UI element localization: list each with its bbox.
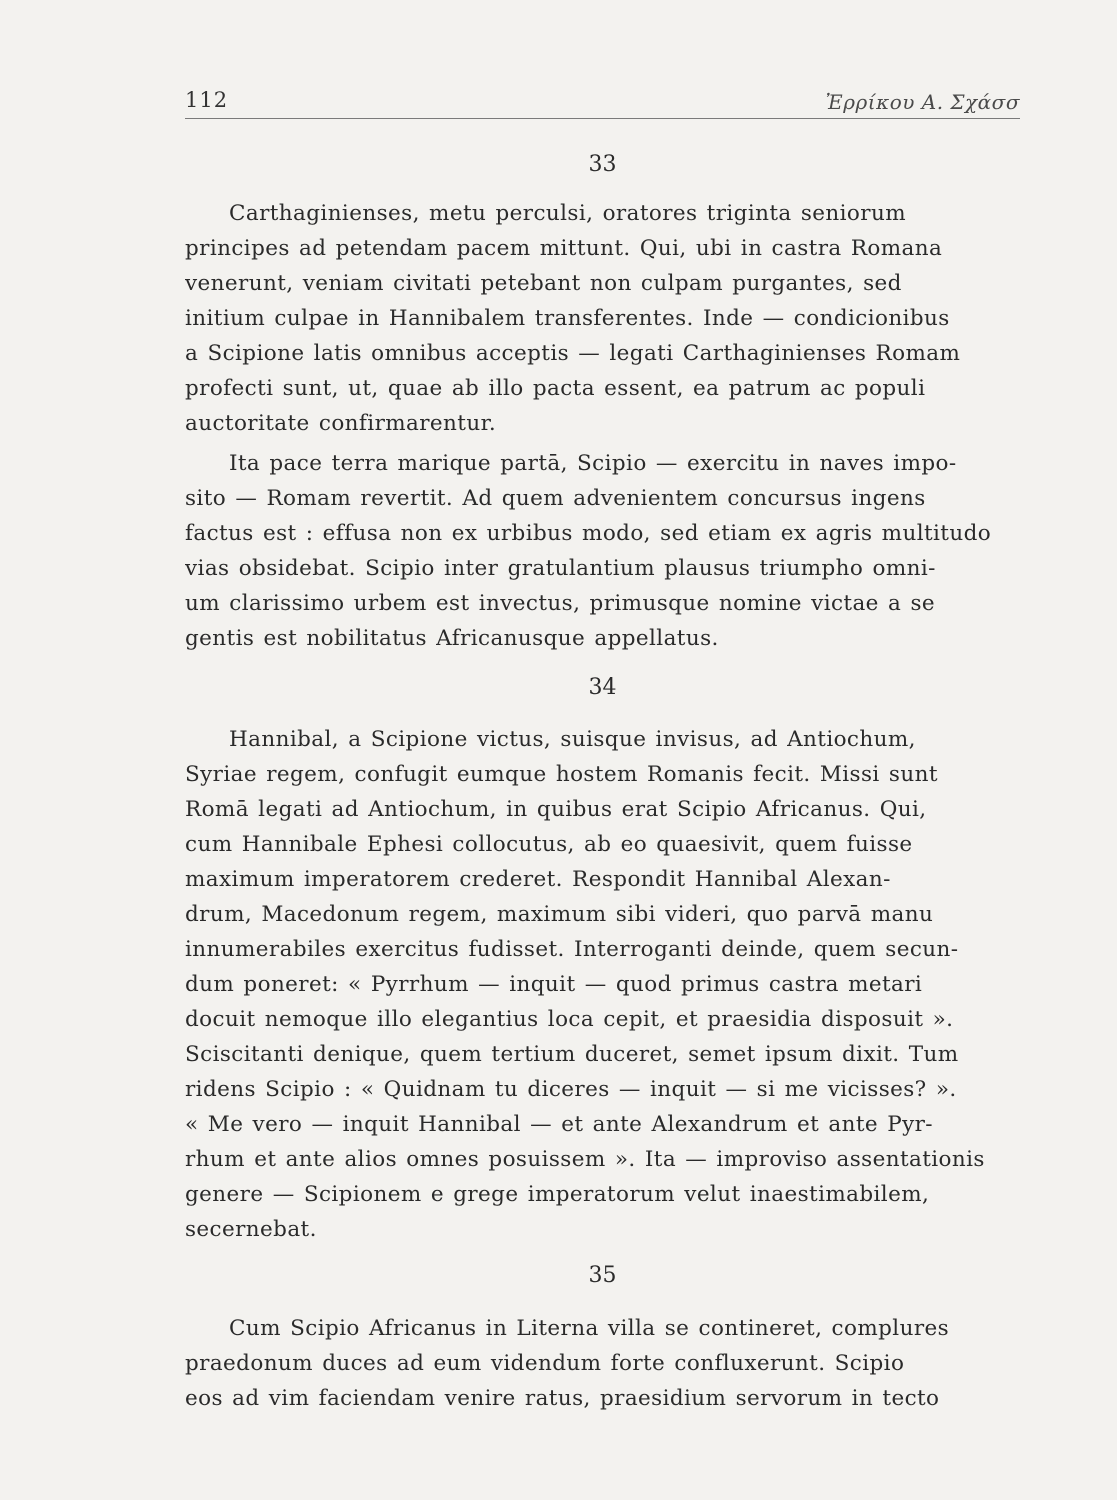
paragraph-35-1 [185,1311,1020,1416]
page-number: 112 [185,88,229,112]
text-line: cum Hannibale Ephesi collocutus, ab eo quaesivit, quem fuisse [185,832,913,857]
section-number-34: 34 [588,675,617,700]
text-line: Carthaginienses, metu perculsi, oratores triginta seniorum [229,201,906,226]
text-line: Cum Scipio Africanus in Literna villa se contineret, complures [229,1316,950,1341]
text-line: genere — Scipionem e grege imperatorum velut inaestimabilem, [185,1182,930,1207]
text-line: dum poneret: « Pyrrhum — inquit — quod primus castra metari [185,972,923,997]
text-line: vias obsidebat. Scipio inter gratulantium plausus triumpho omni- [185,556,936,581]
text-line: sito — Romam revertit. Ad quem advenientem concursus ingens [185,486,926,511]
section-number-35: 35 [588,1263,617,1288]
text-line: um clarissimo urbem est invectus, primusque nomine victae a se [185,591,936,616]
text-line: innumerabiles exercitus fudisset. Interroganti deinde, quem secun- [185,937,959,962]
text-line: Ita pace terra marique partā, Scipio — exercitu in naves impo- [229,451,957,476]
text-line: rhum et ante alios omnes posuissem ». Ita — improviso assentationis [185,1147,985,1172]
text-line: ridens Scipio : « Quidnam tu diceres — inquit — si me vicisses? ». [185,1077,957,1102]
text-line: factus est : effusa non ex urbibus modo, sed etiam ex agris multitudo [185,521,992,546]
text-line: auctoritate confirmarentur. [185,411,497,436]
text-line: a Scipione latis omnibus acceptis — legati Carthaginienses Romam [185,341,961,366]
text-line: profecti sunt, ut, quae ab illo pacta essent, ea patrum ac populi [185,376,926,401]
text-line: Hannibal, a Scipione victus, suisque invisus, ad Antiochum, [229,727,916,752]
text-line: Romā legati ad Antiochum, in quibus erat Scipio Africanus. Qui, [185,797,927,822]
text-line: Syriae regem, confugit eumque hostem Romanis fecit. Missi sunt [185,762,938,787]
running-head: Ἐρρίκου Α. Σχάσσ [825,90,1020,114]
text-line: docuit nemoque illo elegantius loca cepit, et praesidia disposuit ». [185,1007,954,1032]
text-line: drum, Macedonum regem, maximum sibi videri, quo parvā manu [185,902,934,927]
text-line: initium culpae in Hannibalem transferentes. Inde — condicionibus [185,306,950,331]
text-line: « Me vero — inquit Hannibal — et ante Alexandrum et ante Pyr- [185,1112,933,1137]
section-number-33: 33 [588,152,617,177]
text-line: principes ad petendam pacem mittunt. Qui, ubi in castra Romana [185,236,943,261]
text-line: maximum imperatorem crederet. Respondit Hannibal Alexan- [185,867,891,892]
text-line: venerunt, veniam civitati petebant non culpam purgantes, sed [185,271,902,296]
paragraph-33-2 [185,446,1020,656]
paragraph-34-1 [185,722,1020,1247]
text-line: gentis est nobilitatus Africanusque appellatus. [185,626,719,651]
paragraph-33-1 [185,196,1020,441]
text-line: eos ad vim faciendam venire ratus, praesidium servorum in tecto [185,1386,940,1411]
text-line: Sciscitanti denique, quem tertium duceret, semet ipsum dixit. Tum [185,1042,959,1067]
text-line: praedonum duces ad eum videndum forte confluxerunt. Scipio [185,1351,905,1376]
page-header [185,84,1020,119]
text-line: secernebat. [185,1217,317,1242]
